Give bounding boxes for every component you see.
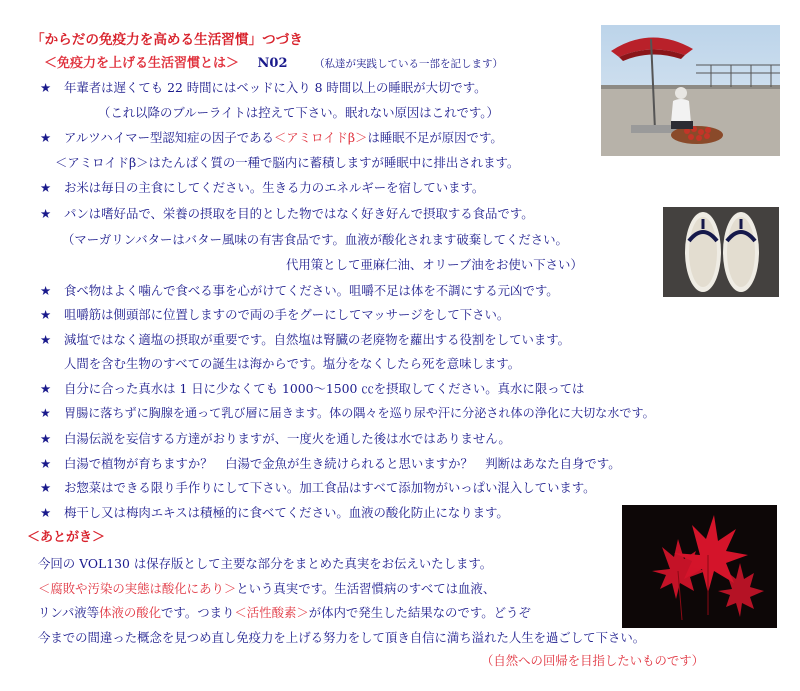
afterword-text: です。つまり [161,605,235,620]
highlight-text: ＜アミロイドβ＞ [273,130,368,145]
item-continuation: （これ以降のブルーライトは控えて下さい。眠れない原因はこれです。） [98,105,499,120]
item-continuation: （マーガリンバターはバター風味の有害食品です。血液が酸化されます破棄してください。 [62,232,568,247]
star-icon: ★ [40,431,52,446]
star-icon: ★ [40,307,52,322]
list-item [40,380,584,397]
list-item [40,455,621,472]
star-icon: ★ [40,381,52,396]
list-item [40,205,534,222]
item-text: 減塩ではなく適塩の摂取が重要です。自然塩は腎臓の老廃物を蘿出する役割をしています。 [64,332,571,347]
list-item [40,129,503,146]
list-item [40,282,559,299]
closing-note: （自然への回帰を目指したいものです） [481,653,705,668]
item-text: アルツハイマー型認知症の因子である [64,130,274,145]
item-text: 胃腸に落ちずに胸腺を通って乳び層に届きます。体の隅々を巡り尿や汗に分泌され体の浄化に大切な水です。 [64,406,655,420]
afterword-text: が体内で発生した結果なのです。どうぞ [308,605,531,620]
item-continuation: 人間を含む生物のすべての誕生は海からです。塩分をなくしたら死を意味します。 [64,356,521,371]
item-text: 梅干し又は梅肉エキスは積極的に食べてください。血液の酸化防止になります。 [64,505,509,520]
list-item [40,405,655,422]
item-text: 白湯で植物が育ちますか？ 白湯で金魚が生き続けられると思いますか？ 判断はあなた自身です。 [64,456,621,471]
star-icon: ★ [40,130,52,145]
star-icon: ★ [40,505,52,520]
subtitle-heading: ＜免疫力を上げる生活習慣とは＞ [44,56,240,71]
maple-leaves-photo [622,505,777,628]
list-item [40,430,511,447]
document-title: 「からだの免疫力を高める生活習慣」つづき [31,32,303,48]
star-icon: ★ [40,456,52,471]
afterword-heading: ＜あとがき＞ [27,530,106,545]
star-icon: ★ [40,283,52,298]
item-text: パンは嗜好品で、栄養の摂取を目的とした物ではなく好き好んで摂取する食品です。 [64,206,534,221]
item-continuation: ＜アミロイドβ＞はたんぱく質の一種で脳内に蓄積しますが睡眠中に排出されます。 [55,155,520,170]
item-text: 食べ物はよく噛んで食べる事を心がけてください。咀嚼不足は体を不調にする元凶です。 [64,283,559,298]
highlight-text: ＜腐敗や汚染の実態は酸化にあり＞ [38,581,237,596]
list-item [40,306,509,323]
afterword-line: 今までの間違った概念を見つめ直し免疫力を上げる努力をして頂き自信に満ち溢れた人生を過ごして下さい。 [38,630,646,645]
star-icon: ★ [40,80,52,95]
item-continuation: 代用策として亜麻仁油、オリーブ油をお使い下さい） [286,257,583,272]
item-text: お米は毎日の主食にしてください。生きる力のエネルギーを宿しています。 [64,180,485,195]
subtitle-number: N02 [257,56,288,71]
section-subtitle [44,55,503,73]
star-icon: ★ [40,206,52,221]
afterword-line [38,604,531,621]
highlight-text: 体液の酸化 [99,605,162,620]
item-text: 白湯伝説を妄信する方達がおりますが、一度火を通した後は水ではありません。 [64,431,511,446]
item-text: 咀嚼筋は側頭部に位置しますので両の手をグーにしてマッサージをして下さい。 [64,307,510,322]
list-item [40,179,484,196]
afterword-line: 今回の VOL130 は保存版として主要な部分をまとめた真実をお伝えいたします。 [38,556,493,571]
item-text: 年輩者は遅くても 22 時間にはベッドに入り 8 時間以上の睡眠が大切です。 [64,80,487,95]
highlight-text: ＜活性酸素＞ [234,605,309,620]
item-text: 自分に合った真水は 1 日に少なくても 1000～1500 ㏄を摂取してください。真水に限っては [64,381,585,396]
star-icon: ★ [40,406,51,420]
sandals-photo [663,207,779,297]
subtitle-note: （私達が実践している一部を記します） [314,58,504,70]
afterword-line [38,580,495,597]
item-text: お惣菜はできる限り手作りにして下さい。加工食品はすべて添加物がいっぱい混入しています。 [64,480,596,495]
list-item [40,479,596,496]
star-icon: ★ [40,180,52,195]
star-icon: ★ [40,480,52,495]
list-item [40,504,509,521]
afterword-text: リンパ液等 [38,605,100,620]
afterword-text: という真実です。生活習慣病のすべては血液、 [236,581,496,596]
rooftop-photo [601,25,780,156]
item-text: は睡眠不足が原因です。 [367,130,503,145]
list-item [40,331,570,348]
list-item [40,79,487,96]
star-icon: ★ [40,332,52,347]
